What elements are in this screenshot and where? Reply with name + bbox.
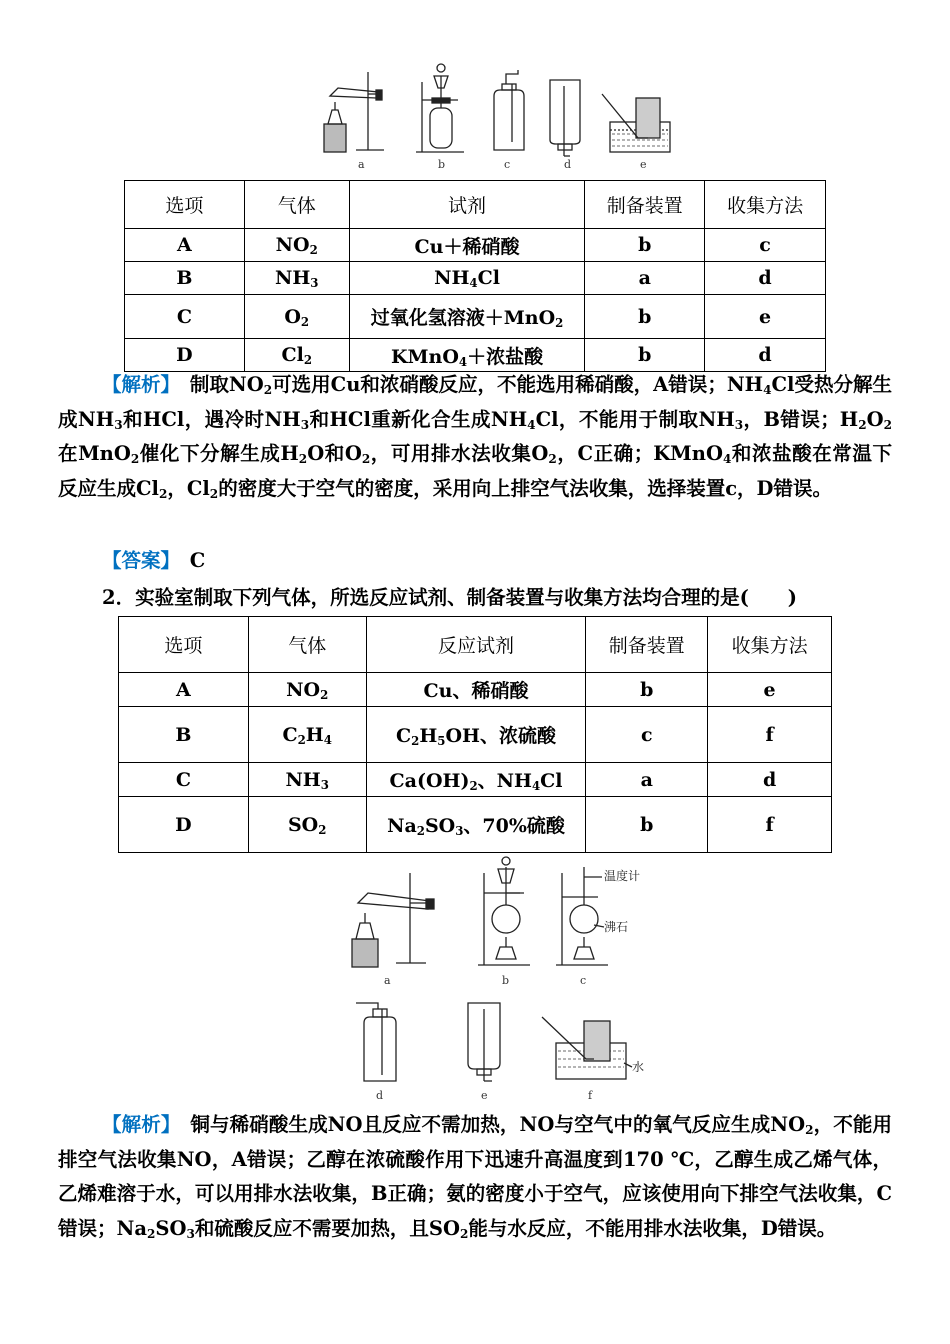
question-2: 2．实验室制取下列气体，所选反应试剂、制备装置与收集方法均合理的是( )	[102, 586, 798, 609]
device-cell: b	[585, 229, 705, 262]
table-row	[125, 339, 826, 372]
option-cell: C	[125, 295, 245, 339]
collect-cell: d	[705, 339, 826, 372]
option-cell: C	[119, 763, 249, 797]
option-cell: A	[125, 229, 245, 262]
reagent-cell: $NH_4Cl$	[349, 262, 585, 295]
analysis-2-text: 铜与稀硝酸生成NO且反应不需加热，NO与空气中的氧气反应生成$NO_2$，不能用排空气法收集NO，A错误；乙醇在浓硫酸作用下迅速升高温度到170 ℃，乙醇生成乙烯气体，乙烯难溶于水，可以用排水法收集，B正确；氨的密度小于空气，应该使用向下排空气法收集，C错误；$Na_2SO_3$和硫酸反应不需要加热，且$SO_2$能与水反应，不能用排水法收集，D错误。	[58, 1113, 892, 1241]
header-cell: 选项	[119, 617, 249, 673]
gas-cell: $Cl_2$	[244, 339, 349, 372]
reagent-cell: Cu＋稀硝酸	[349, 229, 585, 262]
apparatus-e	[602, 94, 670, 152]
collect-cell: f	[708, 707, 832, 763]
device-cell: b	[586, 797, 708, 853]
figure1-label-a: a	[358, 158, 365, 171]
gas-cell: $NO_2$	[244, 229, 349, 262]
table-1-header	[125, 181, 826, 229]
header-cell: 试剂	[349, 181, 585, 229]
device-cell: c	[586, 707, 708, 763]
device-cell: a	[585, 262, 705, 295]
answer-1	[102, 545, 205, 573]
apparatus-a	[324, 72, 384, 152]
apparatus-a	[352, 873, 434, 967]
boiling-stone-label: 沸石	[604, 920, 629, 934]
figure1-label-e: e	[640, 158, 647, 171]
option-cell: B	[119, 707, 249, 763]
header-cell: 收集方法	[705, 181, 826, 229]
figure2-label-c: c	[580, 974, 587, 987]
apparatus-figure-2	[346, 853, 666, 1103]
analysis-1	[58, 368, 892, 506]
collect-cell: e	[708, 673, 832, 707]
header-cell: 收集方法	[708, 617, 832, 673]
collect-cell: e	[705, 295, 826, 339]
figure2-label-a: a	[384, 974, 391, 987]
apparatus-figure-1	[318, 62, 678, 172]
apparatus-d	[356, 1003, 396, 1081]
header-cell: 制备装置	[585, 181, 705, 229]
reagent-cell: $C_2H_5OH$、浓硫酸	[366, 707, 586, 763]
apparatus-c	[494, 70, 524, 150]
gas-cell: $C_2H_4$	[248, 707, 366, 763]
analysis-2	[58, 1108, 892, 1246]
collect-cell: c	[705, 229, 826, 262]
water-label: 水	[632, 1060, 645, 1074]
figure1-label-c: c	[504, 158, 511, 171]
reagent-cell: $Ca(OH)_2$、$NH_4Cl$	[366, 763, 586, 797]
header-cell: 制备装置	[586, 617, 708, 673]
gas-cell: $NO_2$	[248, 673, 366, 707]
table-2-header	[119, 617, 832, 673]
apparatus-e	[468, 1003, 500, 1081]
analysis-1-tag: 【解析】	[102, 373, 171, 396]
gas-cell: $SO_2$	[248, 797, 366, 853]
header-cell: 选项	[125, 181, 245, 229]
header-cell: 气体	[244, 181, 349, 229]
device-cell: a	[586, 763, 708, 797]
table-row	[119, 707, 832, 763]
figure2-label-b: b	[502, 974, 510, 987]
table-1	[124, 180, 826, 372]
table-row	[125, 295, 826, 339]
figure1-label-b: b	[438, 158, 446, 171]
figure2-label-e: e	[481, 1089, 488, 1102]
gas-cell: $NH_3$	[248, 763, 366, 797]
analysis-1-text: 制取$NO_2$可选用Cu和浓硝酸反应，不能选用稀硝酸，A错误；$NH_4Cl$受热分解生成$NH_3$和HCl，遇冷时$NH_3$和HCl重新化合生成$NH_4Cl$，不能用于制取$NH_3$，B错误；$H_2O_2$在MnO$_2$催化下分解生成$H_2O$和$O_2$，可用排水法收集$O_2$，C正确；KMnO$_4$和浓盐酸在常温下反应生成$Cl_2$，$Cl_2$的密度大于空气的密度，采用向上排空气法收集，选择装置c，D错误。	[58, 373, 893, 501]
table-row	[125, 229, 826, 262]
gas-cell: $O_2$	[244, 295, 349, 339]
collect-cell: d	[708, 763, 832, 797]
device-cell: b	[586, 673, 708, 707]
figure1-label-d: d	[564, 158, 572, 171]
thermometer-label: 温度计	[604, 869, 641, 883]
apparatus-d	[550, 80, 580, 156]
answer-1-tag: 【答案】	[102, 549, 171, 572]
analysis-2-tag: 【解析】	[102, 1113, 171, 1136]
apparatus-b	[416, 64, 464, 152]
table-row	[119, 797, 832, 853]
apparatus-f	[542, 1017, 644, 1079]
option-cell: A	[119, 673, 249, 707]
reagent-cell: KMnO$_4$＋浓盐酸	[349, 339, 585, 372]
gas-cell: $NH_3$	[244, 262, 349, 295]
option-cell: B	[125, 262, 245, 295]
collect-cell: f	[708, 797, 832, 853]
table-2	[118, 616, 832, 853]
collect-cell: d	[705, 262, 826, 295]
reagent-cell: 过氧化氢溶液＋MnO$_2$	[349, 295, 585, 339]
device-cell: b	[585, 339, 705, 372]
device-cell: b	[585, 295, 705, 339]
answer-1-value: C	[189, 549, 206, 572]
reagent-cell: $Na_2SO_3$、70%硫酸	[366, 797, 586, 853]
header-cell: 反应试剂	[366, 617, 586, 673]
figure2-label-f: f	[588, 1089, 593, 1102]
header-cell: 气体	[248, 617, 366, 673]
apparatus-c	[556, 867, 640, 965]
option-cell: D	[119, 797, 249, 853]
apparatus-b	[478, 857, 530, 965]
figure2-label-d: d	[376, 1089, 384, 1102]
table-row	[119, 763, 832, 797]
reagent-cell: Cu、稀硝酸	[366, 673, 586, 707]
option-cell: D	[125, 339, 245, 372]
table-row	[125, 262, 826, 295]
table-row	[119, 673, 832, 707]
